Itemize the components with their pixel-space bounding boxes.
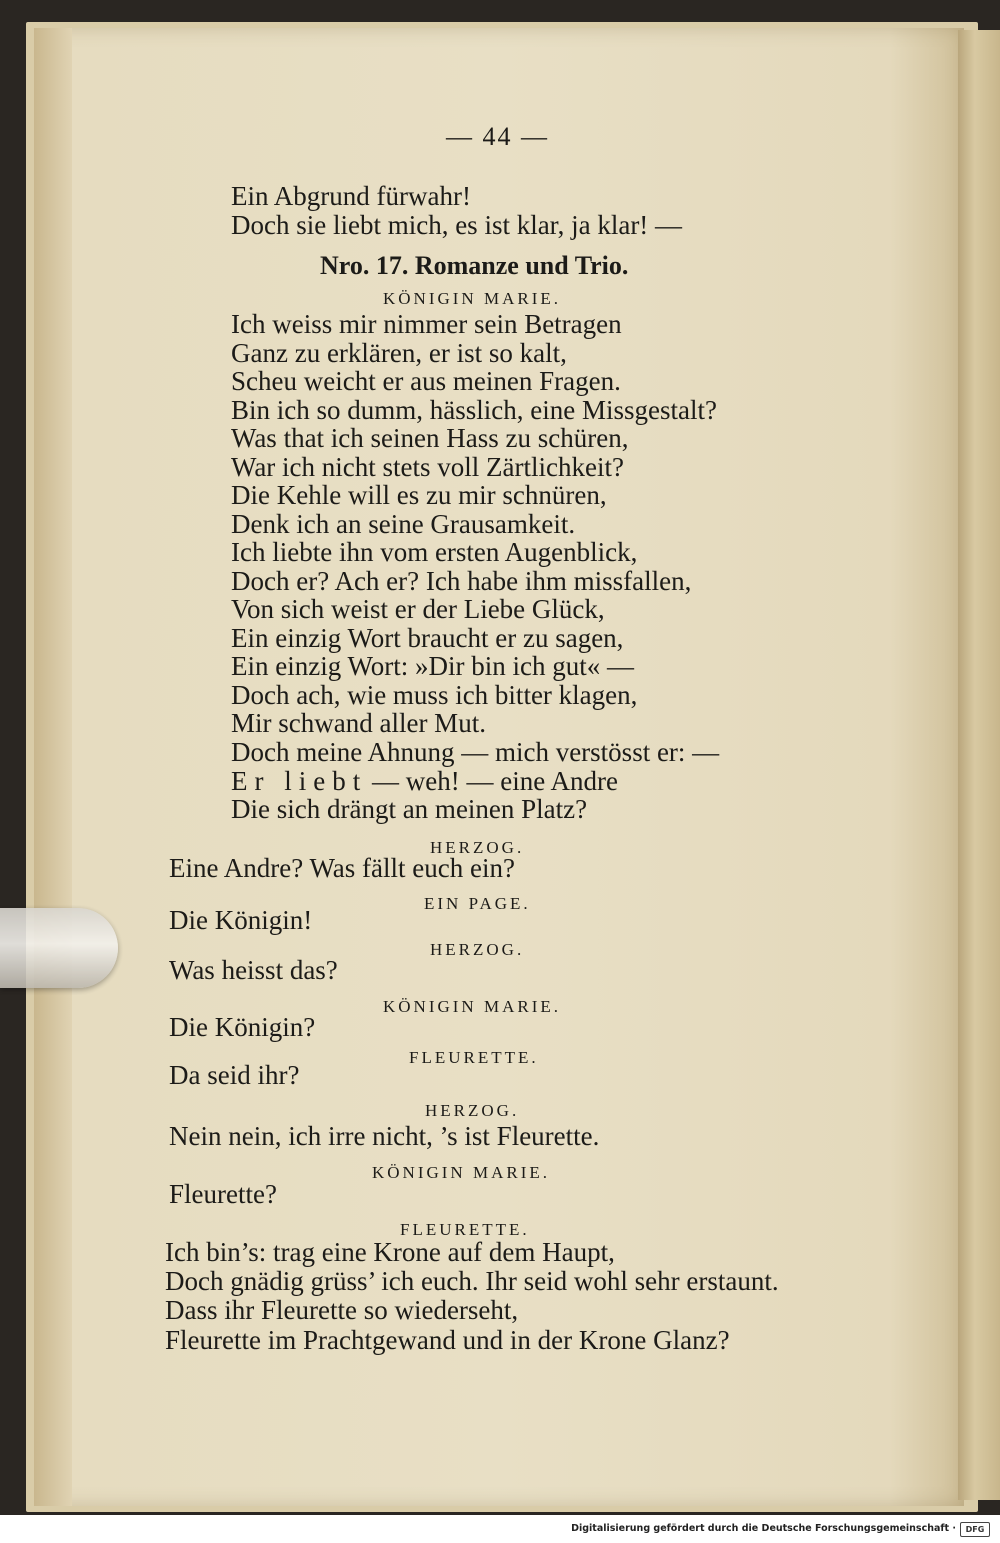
page-fore-edge (958, 30, 1000, 1500)
verse-line: Was that ich seinen Hass zu schüren, (231, 423, 629, 453)
verse-line: Dass ihr Fleurette so wiederseht, (165, 1295, 519, 1325)
verse-line: Was heisst das? (169, 955, 338, 985)
page-gutter (34, 28, 72, 1506)
verse-line: Doch meine Ahnung — mich verstösst er: — (231, 737, 720, 767)
verse-line: Ein Abgrund fürwahr! (231, 181, 471, 211)
verse-line: Denk ich an seine Grausamkeit. (231, 509, 576, 539)
verse-line: Ein einzig Wort: »Dir bin ich gut« — (231, 651, 635, 681)
verse-line-emphasis: Er liebt (231, 766, 368, 796)
page-number: — 44 — (446, 122, 549, 151)
verse-line: Mir schwand aller Mut. (231, 708, 486, 738)
verse-line: Die sich drängt an meinen Platz? (231, 794, 588, 824)
verse-line: War ich nicht stets voll Zärtlichkeit? (231, 452, 624, 482)
verse-line: Ich bin’s: trag eine Krone auf dem Haupt, (165, 1237, 615, 1267)
footer-bar (0, 1515, 1000, 1543)
verse-line: Die Königin? (169, 1012, 316, 1042)
verse-line: Nein nein, ich irre nicht, ’s ist Fleurette. (169, 1121, 600, 1151)
verse-line: Ich liebte ihn vom ersten Augenblick, (231, 537, 638, 567)
verse-line: Doch er? Ach er? Ich habe ihm missfallen, (231, 566, 692, 596)
verse-line: Bin ich so dumm, hässlich, eine Missgestalt? (231, 395, 717, 425)
verse-line: Die Kehle will es zu mir schnüren, (231, 480, 607, 510)
speaker-label: KÖNIGIN MARIE. (383, 289, 561, 308)
verse-line: Doch sie liebt mich, es ist klar, ja klar! — (231, 210, 683, 240)
speaker-label: FLEURETTE. (400, 1220, 530, 1239)
verse-line: Eine Andre? Was fällt euch ein? (169, 853, 515, 883)
bookmark-tab (0, 908, 118, 988)
dfg-logo-icon: DFG (960, 1522, 990, 1537)
verse-line: Fleurette? (169, 1179, 277, 1209)
speaker-label: HERZOG. (430, 940, 525, 959)
verse-line: Von sich weist er der Liebe Glück, (231, 594, 605, 624)
verse-line: — weh! — eine Andre (372, 766, 618, 796)
verse-line: Ein einzig Wort braucht er zu sagen, (231, 623, 624, 653)
verse-line: Doch ach, wie muss ich bitter klagen, (231, 680, 638, 710)
verse-line: Ganz zu erklären, er ist so kalt, (231, 338, 567, 368)
speaker-label: HERZOG. (425, 1101, 520, 1120)
speaker-label: FLEURETTE. (409, 1048, 539, 1067)
speaker-label: KÖNIGIN MARIE. (383, 997, 561, 1016)
verse-line: Ich weiss mir nimmer sein Betragen (231, 309, 622, 339)
funding-credit: Digitalisierung gefördert durch die Deutsche Forschungsgemeinschaft · (571, 1523, 956, 1534)
speaker-label: EIN PAGE. (424, 894, 531, 913)
speaker-label: KÖNIGIN MARIE. (372, 1163, 550, 1182)
speaker-label: HERZOG. (430, 838, 525, 857)
verse-line: Fleurette im Prachtgewand und in der Krone Glanz? (165, 1325, 730, 1355)
verse-line: Da seid ihr? (169, 1060, 300, 1090)
verse-line: Doch gnädig grüss’ ich euch. Ihr seid wohl sehr erstaunt. (165, 1266, 779, 1296)
verse-line: Scheu weicht er aus meinen Fragen. (231, 366, 621, 396)
section-heading: Nro. 17. Romanze und Trio. (320, 251, 629, 280)
verse-line: Die Königin! (169, 905, 313, 935)
